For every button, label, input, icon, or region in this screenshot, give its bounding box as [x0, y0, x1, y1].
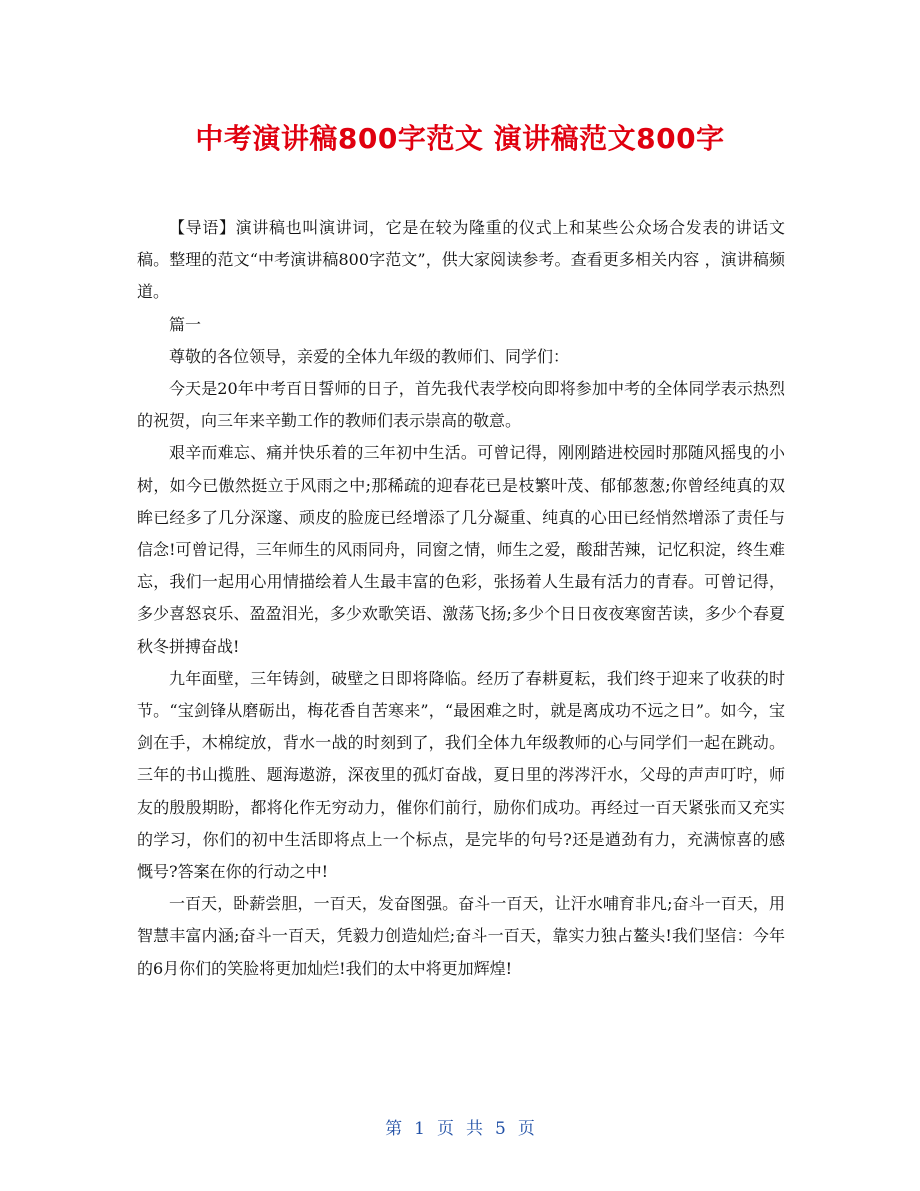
paragraph: 九年面壁，三年铸剑，破壁之日即将降临。经历了春耕夏耘，我们终于迎来了收获的时节。“宝剑锋从磨砺出，梅花香自苦寒来”，“最困难之时，就是离成功不远之日”。如今，宝剑在手，木棉绽放，背水一战的时刻到了，我们全体九年级教师的心与同学们一起在跳动。三年的书山揽胜、题海遨游，深夜里的孤灯奋战，夏日里的涔涔汗水，父母的声声叮咛，师友的殷殷期盼，都将化作无穷动力，催你们前行，励你们成功。再经过一百天紧张而又充实的学习，你们的初中生活即将点上一个标点，是完毕的句号?还是遒劲有力，充满惊喜的感慨号?答案在你的行动之中! — [137, 668, 785, 882]
total-pages-number: 5 — [495, 1119, 506, 1139]
footer-ye2: 页 — [517, 1119, 535, 1139]
footer-di: 第 — [385, 1119, 403, 1139]
page-title: 中考演讲稿800字范文 演讲稿范文800字 — [195, 122, 725, 155]
paragraph-intro: 【导语】演讲稿也叫演讲词，它是在较为隆重的仪式上和某些公众场合发表的讲话文稿。整理的范文“中考演讲稿800字范文”，供大家阅读参考。查看更多相关内容 ，演讲稿频道。 — [137, 218, 785, 302]
footer-gong: 共 — [466, 1119, 483, 1139]
current-page-number: 1 — [414, 1119, 425, 1139]
paragraph-section-heading: 篇一 — [169, 314, 202, 334]
document-body — [137, 212, 785, 985]
paragraph: 今天是20年中考百日誓师的日子，首先我代表学校向即将参加中考的全体同学表示热烈的祝贺，向三年来辛勤工作的教师们表示崇高的敬意。 — [137, 379, 785, 431]
paragraph: 一百天，卧薪尝胆，一百天，发奋图强。奋斗一百天，让汗水哺育非凡;奋斗一百天，用智慧丰富内涵;奋斗一百天，凭毅力创造灿烂;奋斗一百天，靠实力独占鳌头!我们坚信：今年的6月你们的笑脸将更加灿烂!我们的太中将更加辉煌! — [137, 894, 785, 978]
paragraph: 艰辛而难忘、痛并快乐着的三年初中生活。可曾记得，刚刚踏进校园时那随风摇曳的小树，如今已傲然挺立于风雨之中;那稀疏的迎春花已是枝繁叶茂、郁郁葱葱;你曾经纯真的双眸已经多了几分深邃、顽皮的脸庞已经增添了几分凝重、纯真的心田已经悄然增添了责任与信念!可曾记得，三年师生的风雨同舟，同窗之情，师生之爱，酸甜苦辣，记忆积淀，终生难忘，我们一起用心用情描绘着人生最丰富的色彩，张扬着人生最有活力的青春。可曾记得，多少喜怒哀乐、盈盈泪光，多少欢歌笑语、激荡飞扬;多少个日日夜夜寒窗苦读，多少个春夏秋冬拼搏奋战! — [137, 443, 785, 656]
paragraph-salutation: 尊敬的各位领导，亲爱的全体九年级的教师们、同学们： — [169, 346, 570, 366]
footer-ye: 页 — [437, 1119, 454, 1139]
page-footer — [0, 1114, 920, 1139]
